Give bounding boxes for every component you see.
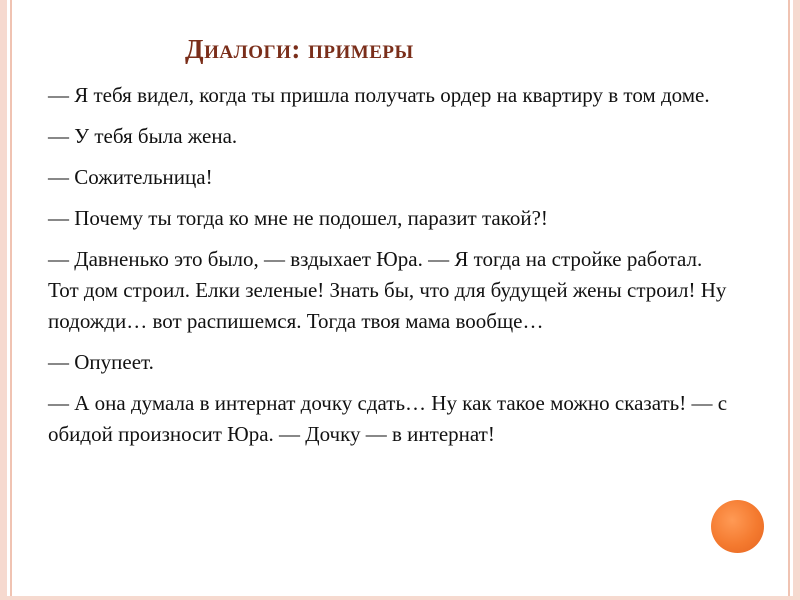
dialogue-line: — Я тебя видел, когда ты пришла получать ордер на квартиру в том доме.: [48, 83, 710, 107]
orange-circle-decoration: [711, 500, 764, 553]
bottom-border-stripe: [0, 596, 800, 600]
dialogue-line: — Опупеет.: [48, 350, 154, 374]
dialogue-line: — У тебя была жена.: [48, 124, 238, 148]
right-border-stripe: [793, 0, 800, 600]
left-border-line: [10, 0, 12, 600]
dialogue-line: — Сожительница!: [48, 165, 213, 189]
dialogue-list: [48, 80, 738, 460]
dialogue-line: — Давненько это было, — вздыхает Юра. — Я тогда на стройке работал. Тот дом строил. Елки зеленые! Знать бы, что для будущей жены строил! Ну подожди… вот распишемся. Тогда твоя мама вообще…: [48, 247, 727, 333]
dialogue-line: — А она думала в интернат дочку сдать… Ну как такое можно сказать! — с обидой произносит Юра. — Дочку — в интернат!: [48, 391, 728, 446]
slide-title: Диалоги: примеры: [185, 34, 414, 64]
dialogue-line: — Почему ты тогда ко мне не подошел, паразит такой?!: [48, 206, 548, 230]
left-border-stripe: [0, 0, 7, 600]
right-border-line: [788, 0, 790, 600]
